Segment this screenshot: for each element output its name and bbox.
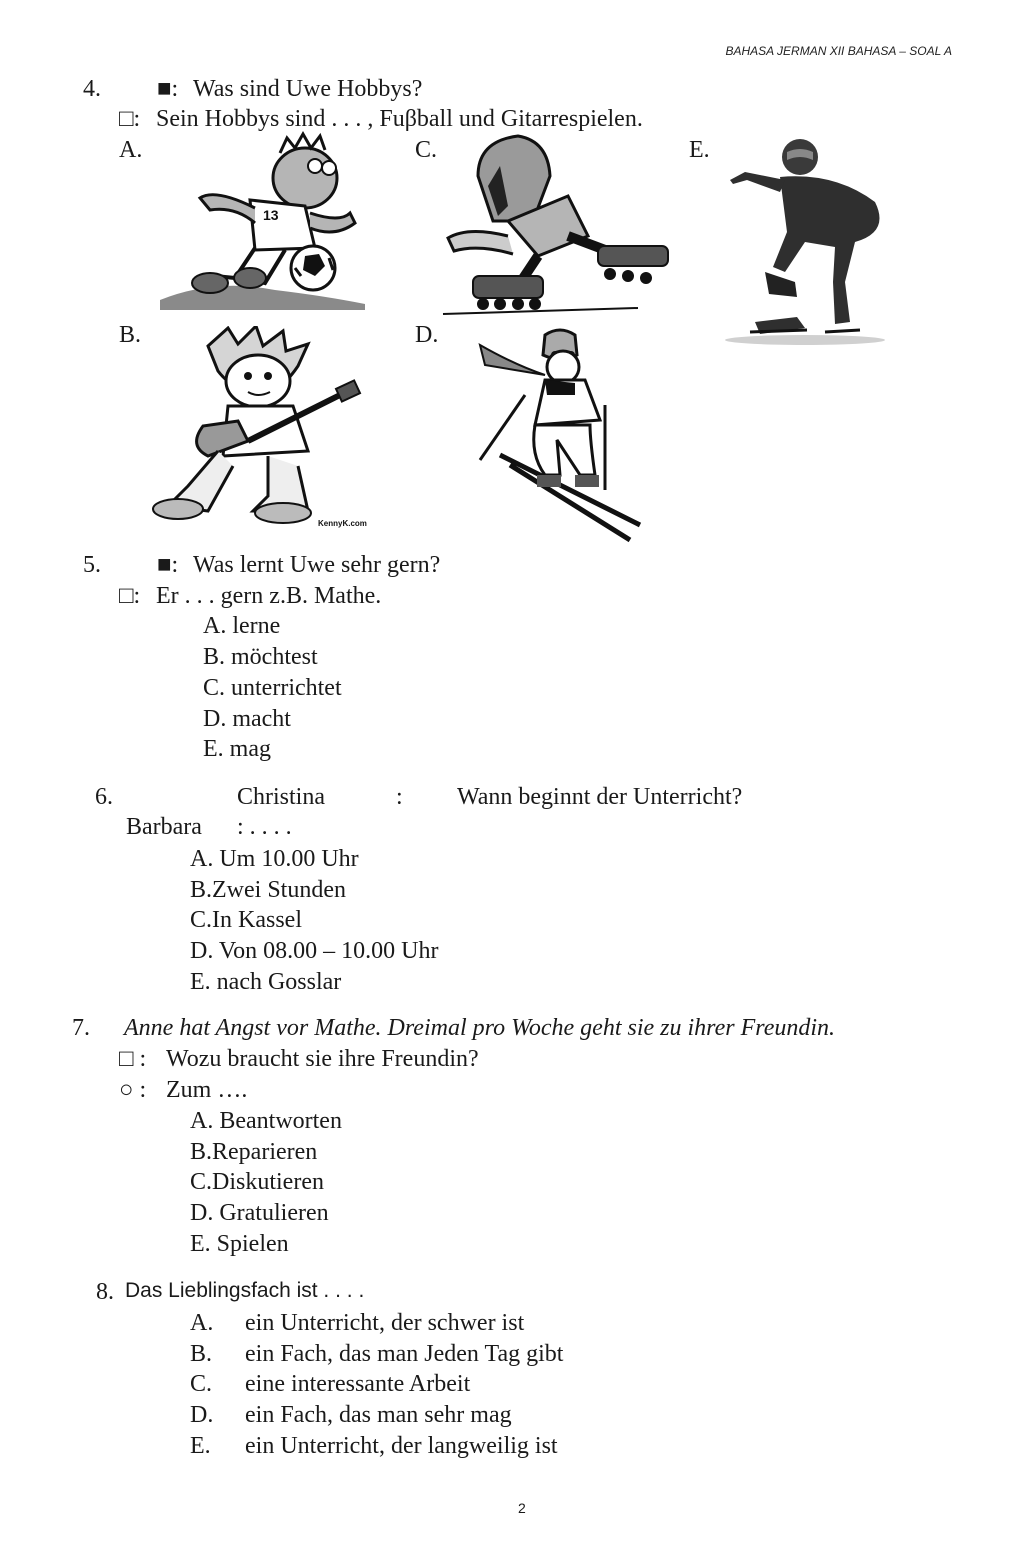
option-label-e: E. [689,137,710,163]
question-number: 8. [96,1279,114,1305]
option-d-letter: D. [190,1402,214,1428]
question-marker: ■: [157,552,179,578]
option-label-b: B. [119,322,142,348]
option-d: D. Gratulieren [190,1200,329,1226]
answer-stem: : . . . . [237,814,292,840]
option-a-text: ein Unterricht, der schwer ist [245,1310,525,1336]
question-number: 7. [72,1015,90,1041]
speaker-colon: : [396,784,403,810]
illustration-credit: KennyK.com [318,519,367,528]
guitar-player-icon [148,326,400,532]
option-label-c: C. [415,137,438,163]
answer-stem: Sein Hobbys sind . . . , Fuβball und Gitarrespielen. [156,106,643,132]
option-c: C. unterrichtet [203,675,342,701]
option-a: A. lerne [203,613,281,639]
option-b: B. möchtest [203,644,318,670]
ice-skater-icon [725,132,893,345]
option-b-letter: B. [190,1341,213,1367]
question-number: 4. [83,76,101,102]
question-text: Wann beginnt der Unterricht? [457,784,743,810]
question-number: 5. [83,552,101,578]
answer-stem: Zum …. [166,1077,248,1103]
speaker-name: Christina [237,784,325,810]
option-label-a: A. [119,137,143,163]
option-d: D. Von 08.00 – 10.00 Uhr [190,938,439,964]
answer-stem: Er . . . gern z.B. Mathe. [156,583,382,609]
question-marker: ■: [157,76,179,102]
option-d: D. macht [203,706,291,732]
option-a: A. Um 10.00 Uhr [190,846,359,872]
skier-icon [465,325,650,553]
question-text: Was sind Uwe Hobbys? [193,76,423,102]
answer-marker: □: [119,583,141,609]
page-number: 2 [518,1500,526,1516]
page-header: BAHASA JERMAN XII BAHASA – SOAL A [725,44,952,58]
option-c: C.In Kassel [190,907,302,933]
question-text: Wozu braucht sie ihre Freundin? [166,1046,479,1072]
speaker-name: Barbara [126,814,202,840]
option-label-d: D. [415,322,439,348]
option-b: B.Reparieren [190,1139,318,1165]
option-e-text: ein Unterricht, der langweilig ist [245,1433,558,1459]
option-c-text: eine interessante Arbeit [245,1371,471,1397]
option-e: E. nach Gosslar [190,969,342,995]
option-a: A. Beantworten [190,1108,342,1134]
question-text: Das Lieblingsfach ist . . . . [125,1279,365,1302]
football-player-icon [155,128,370,313]
option-e: E. Spielen [190,1231,289,1257]
question-context: Anne hat Angst vor Mathe. Dreimal pro Woche geht sie zu ihrer Freundin. [124,1015,836,1041]
answer-marker: □: [119,106,141,132]
option-e: E. mag [203,736,271,762]
option-d-text: ein Fach, das man sehr mag [245,1402,512,1428]
option-c: C.Diskutieren [190,1169,324,1195]
option-e-letter: E. [190,1433,211,1459]
question-text: Was lernt Uwe sehr gern? [193,552,441,578]
answer-marker: ○ : [119,1077,147,1103]
option-b-text: ein Fach, das man Jeden Tag gibt [245,1341,564,1367]
inline-skater-icon [438,126,673,318]
option-c-letter: C. [190,1371,213,1397]
question-number: 6. [95,784,113,810]
question-marker: □ : [119,1046,147,1072]
jersey-number: 13 [263,207,279,223]
option-b: B.Zwei Stunden [190,877,346,903]
option-a-letter: A. [190,1310,214,1336]
